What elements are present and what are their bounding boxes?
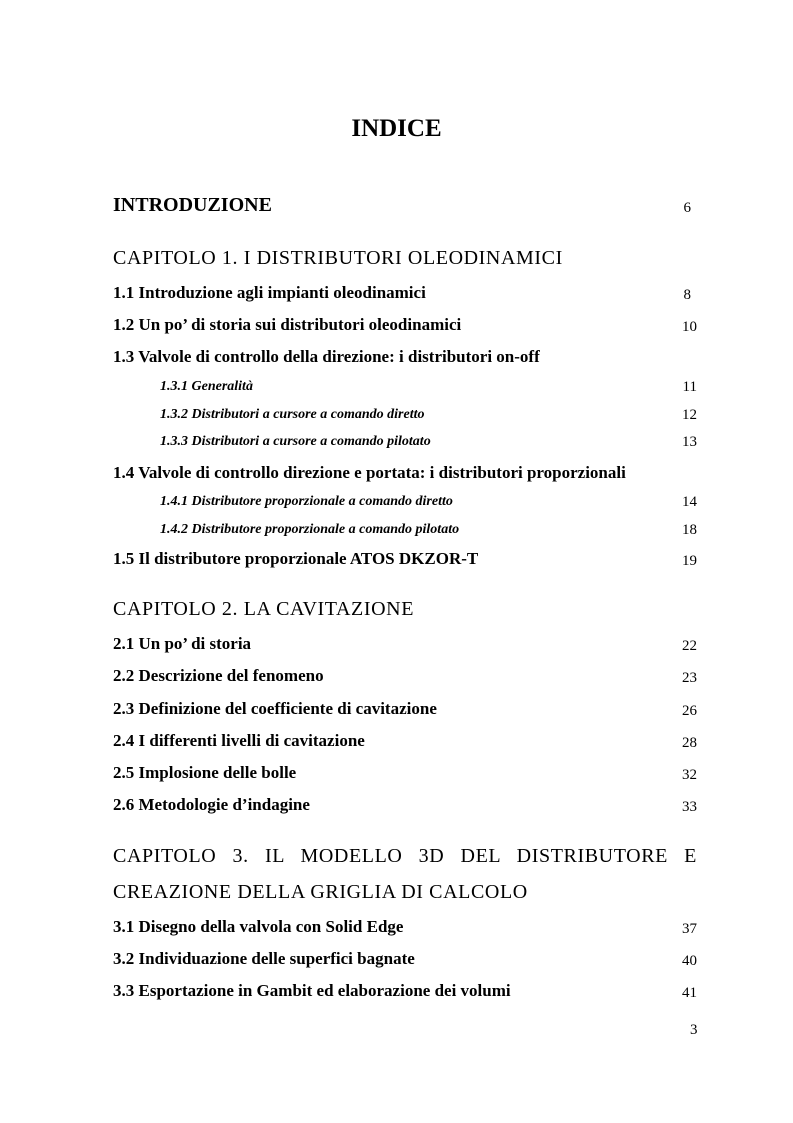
page-title: INDICE [351,115,442,142]
toc-entry-page: 22 [682,638,697,654]
toc-entry-label: 2.4 I differenti livelli di cavitazione [113,731,365,750]
toc-entry-label: 1.3.1 Generalità [160,379,253,394]
toc-entry-page: 6 [683,200,691,216]
toc-entry-page: 26 [682,703,697,719]
toc-entry-label: 1.5 Il distributore proporzionale ATOS DKZOR-T [113,549,479,568]
toc-entry-label: 2.2 Descrizione del fenomeno [113,666,324,685]
toc-entry-label: 1.4.1 Distributore proporzionale a comando diretto [160,494,453,509]
toc-entry-label: 3.3 Esportazione in Gambit ed elaborazione dei volumi [113,981,511,1000]
toc-entry-label: 1.3.3 Distributori a cursore a comando pilotato [160,434,431,449]
toc-entry-label: 3.1 Disegno della valvola con Solid Edge [113,917,404,936]
toc-entry-label: 1.2 Un po’ di storia sui distributori oleodinamici [113,315,462,334]
toc-entry-page: 37 [682,921,697,937]
toc-entry-page: 8 [683,287,691,303]
toc-entry-page: 33 [682,799,697,815]
toc-entry-label: 2.3 Definizione del coefficiente di cavitazione [113,699,437,718]
toc-entry-label: 3.2 Individuazione delle superfici bagnate [113,949,415,968]
toc-entry-label: 1.3.2 Distributori a cursore a comando diretto [160,407,425,422]
toc-entry-page: 41 [682,985,697,1001]
toc-entry-page: 10 [682,319,697,335]
toc-entry-page: 12 [682,407,697,423]
toc-entry-page: 40 [682,953,697,969]
toc-entry-page: 32 [682,767,697,783]
toc-entry-page: 11 [682,379,697,395]
toc-entry-label: 1.4.2 Distributore proporzionale a comando pilotato [160,522,460,537]
toc-entry-label: 2.6 Metodologie d’indagine [113,795,310,814]
toc-entry-page: 19 [682,553,697,569]
toc-entry-label: INTRODUZIONE [113,194,272,216]
chapter-heading-text: CREAZIONE DELLA GRIGLIA DI CALCOLO [113,881,528,903]
toc-entry-label: 2.1 Un po’ di storia [113,634,252,653]
toc-entry-label: 1.3 Valvole di controllo della direzione: i distributori on-off [113,347,540,366]
toc-entry-page: 18 [682,522,697,538]
toc-entry-page: 14 [682,494,697,510]
page-number: 3 [690,1022,698,1038]
toc-entry-page: 13 [682,434,697,450]
toc-entry-label: 1.4 Valvole di controllo direzione e portata: i distributori proporzionali [113,463,626,482]
chapter-heading-text: CAPITOLO 3. IL MODELLO 3D DEL DISTRIBUTORE E [113,845,697,867]
toc-entry-label: 2.5 Implosione delle bolle [113,763,297,782]
toc-entry-label: 1.1 Introduzione agli impianti oleodinamici [113,283,426,302]
chapter-heading-text: CAPITOLO 1. I DISTRIBUTORI OLEODINAMICI [113,247,563,269]
toc-entry-page: 28 [682,735,697,751]
toc-entry-page: 23 [682,670,697,686]
chapter-heading-text: CAPITOLO 2. LA CAVITAZIONE [113,598,415,620]
